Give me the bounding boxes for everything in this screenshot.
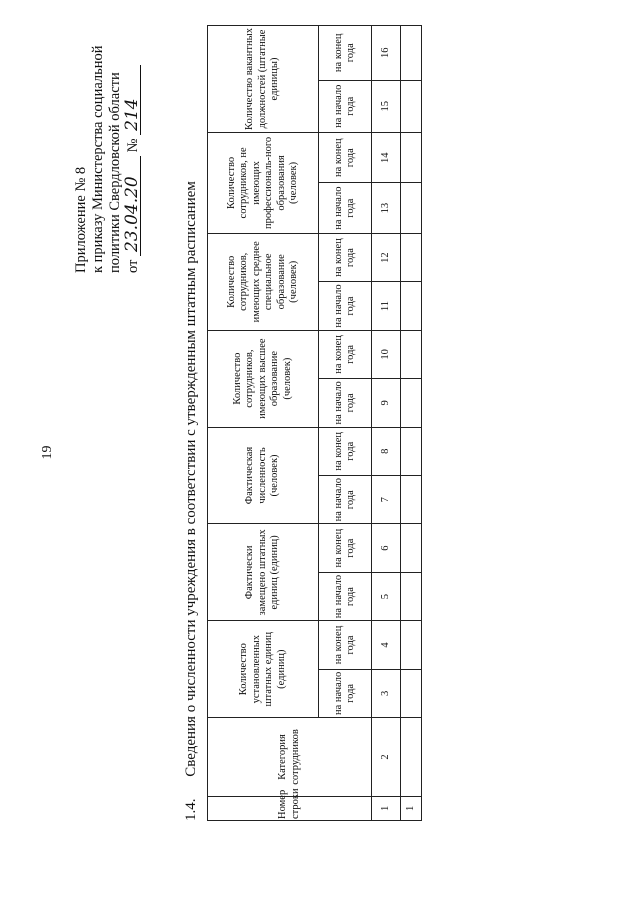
- appendix-from-prefix: от: [125, 259, 141, 273]
- number-sign: №: [125, 138, 141, 153]
- subheader-end: на конец года: [319, 233, 372, 281]
- appendix-line-2: к приказу Министерства социальной: [90, 45, 106, 273]
- header-higher-education: Количество сотрудников, имеющих высшее образование (человек): [208, 330, 319, 427]
- column-number: 7: [372, 475, 401, 523]
- header-filled-units: Фактически замещено штатных единиц (единиц): [208, 524, 319, 621]
- column-number: 13: [372, 183, 401, 233]
- column-number: 8: [372, 427, 401, 475]
- table-cell: [401, 26, 422, 81]
- subheader-start: на начало года: [319, 183, 372, 233]
- subheader-end: на конец года: [319, 524, 372, 572]
- table-cell: [401, 475, 422, 523]
- column-number: 9: [372, 379, 401, 427]
- table-cell: [401, 379, 422, 427]
- subheader-start: на начало года: [319, 282, 372, 330]
- table-cell: [401, 132, 422, 182]
- table-cell: [401, 718, 422, 797]
- header-secondary-education: Количество сотрудников, имеющих среднее специальное образование (человек): [208, 233, 319, 330]
- column-number: 15: [372, 80, 401, 132]
- table-row: [401, 26, 422, 821]
- subheader-end: на конец года: [319, 330, 372, 378]
- section-title: Сведения о численности учреждения в соответствии с утвержденным штатным расписанием: [183, 181, 199, 777]
- subheader-start: на начало года: [319, 475, 372, 523]
- subheader-end: на конец года: [319, 621, 372, 669]
- table-cell: [401, 427, 422, 475]
- table-cell: [401, 669, 422, 717]
- column-number: 12: [372, 233, 401, 281]
- subheader-start: на начало года: [319, 80, 372, 132]
- header-row-number: Номер строки: [208, 796, 372, 820]
- header-vacant-positions: Количество вакантных должностей (штатные единицы): [208, 26, 319, 133]
- header-established-units: Количество установленных штатных единиц (единиц): [208, 621, 319, 718]
- table-cell: [401, 80, 422, 132]
- table-cell: [401, 621, 422, 669]
- column-number: 5: [372, 572, 401, 620]
- handwritten-date: 23.04.20: [124, 156, 141, 256]
- subheader-end: на конец года: [319, 26, 372, 81]
- subheader-end: на конец года: [319, 132, 372, 182]
- subheader-end: на конец года: [319, 427, 372, 475]
- subheader-start: на начало года: [319, 379, 372, 427]
- table-cell: [401, 183, 422, 233]
- table-cell: [401, 233, 422, 281]
- appendix-line-3: политики Свердловской области: [107, 72, 123, 273]
- column-number: 4: [372, 621, 401, 669]
- appendix-line-1: Приложение № 8: [73, 166, 89, 273]
- column-number: 14: [372, 132, 401, 182]
- section-number: 1.4.: [183, 798, 199, 821]
- column-number-row: [372, 26, 401, 821]
- table-cell: [401, 572, 422, 620]
- header-category: Категория сотрудников: [208, 718, 372, 797]
- table-subheader-row: [319, 26, 372, 821]
- header-actual-count: Фактическая численность (человек): [208, 427, 319, 524]
- subheader-start: на начало года: [319, 572, 372, 620]
- subheader-start: на начало года: [319, 669, 372, 717]
- column-number: 16: [372, 26, 401, 81]
- table-cell: [401, 330, 422, 378]
- header-no-professional-education: Количество сотрудников, не имеющих профессиональ-ного образования (человек): [208, 132, 319, 233]
- table-cell: [401, 524, 422, 572]
- appendix-line-4: [124, 11, 142, 273]
- table-header-row: [208, 26, 319, 821]
- page-number: 19: [40, 445, 55, 460]
- column-number: 3: [372, 669, 401, 717]
- staffing-table: [207, 25, 422, 821]
- column-number: 11: [372, 282, 401, 330]
- row-number-cell: 1: [401, 796, 422, 820]
- column-number: 10: [372, 330, 401, 378]
- handwritten-number: 214: [124, 65, 141, 135]
- column-number: 1: [372, 796, 401, 820]
- section-heading: [183, 181, 200, 821]
- table-cell: [401, 282, 422, 330]
- column-number: 2: [372, 718, 401, 797]
- appendix-block: [73, 11, 142, 273]
- column-number: 6: [372, 524, 401, 572]
